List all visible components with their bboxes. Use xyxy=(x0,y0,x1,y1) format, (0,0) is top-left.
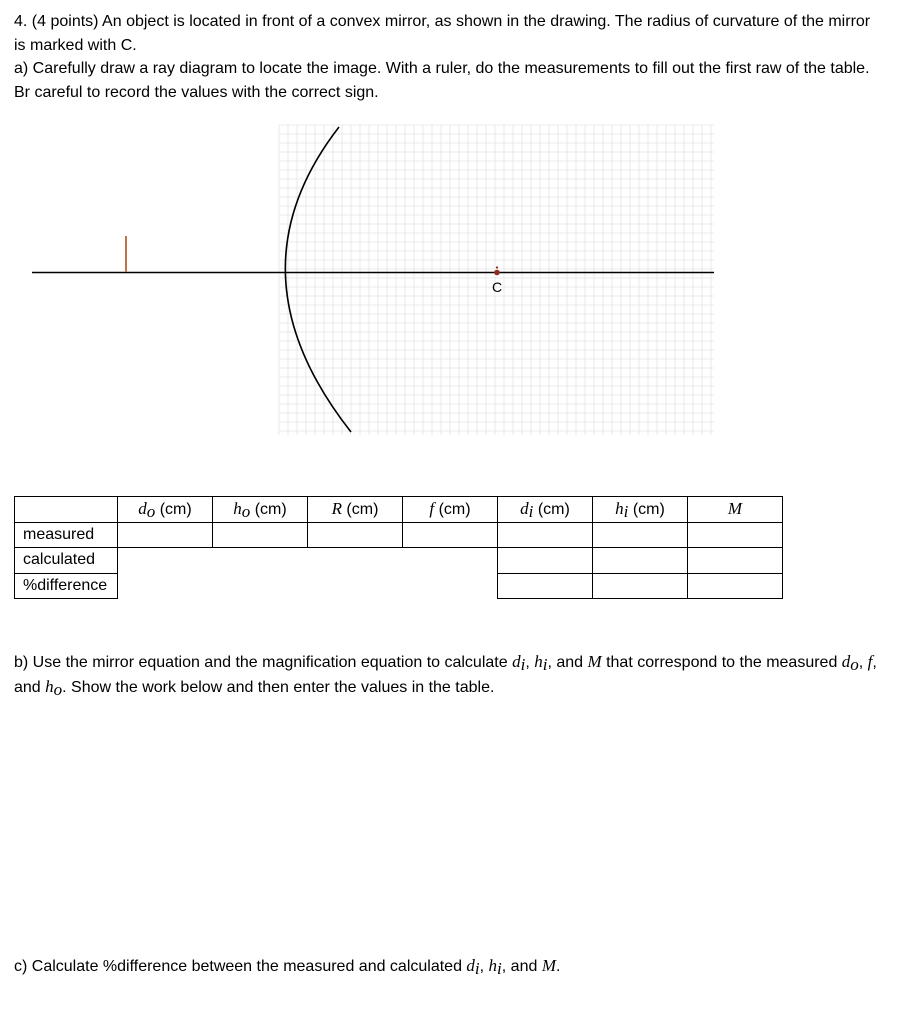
cell-measured-f[interactable] xyxy=(403,522,498,548)
cell-measured-hi[interactable] xyxy=(593,522,688,548)
mirror-diagram[interactable] xyxy=(0,115,898,445)
cell-measured-do[interactable] xyxy=(118,522,213,548)
table-header-row xyxy=(15,497,783,523)
center-tick-top xyxy=(496,266,498,268)
header-di: $d_i$ (cm) xyxy=(498,497,593,523)
part-a-instructions: a) Carefully draw a ray diagram to locate the image. With a ruler, do the measurements to fill out the first raw of the table. Br careful to record the values with the correct sign. xyxy=(14,60,870,101)
part-c-instructions: c) Calculate %difference between the measured and calculated $d_i$, $h_i$, and M. xyxy=(14,956,561,978)
row-label-measured: measured xyxy=(15,522,118,548)
row-label-calculated: calculated xyxy=(15,548,118,574)
cell-measured-di[interactable] xyxy=(498,522,593,548)
results-table xyxy=(14,496,783,599)
table-row xyxy=(15,573,783,599)
cell-calculated-m[interactable] xyxy=(688,548,783,574)
cell-difference-di[interactable] xyxy=(498,573,593,599)
question-intro: 4. (4 points) An object is located in front of a convex mirror, as shown in the drawing. The radius of curvature of the mirror is marked with C. xyxy=(14,13,871,54)
table-row xyxy=(15,548,783,574)
cell-measured-ho[interactable] xyxy=(213,522,308,548)
center-of-curvature-point xyxy=(494,270,500,276)
header-r: R (cm) xyxy=(308,497,403,523)
cell-calculated-hi[interactable] xyxy=(593,548,688,574)
header-do: $d_o$ (cm) xyxy=(118,497,213,523)
cell-measured-r[interactable] xyxy=(308,522,403,548)
center-of-curvature-label: C xyxy=(491,279,503,295)
table-row xyxy=(15,522,783,548)
header-f: f (cm) xyxy=(403,497,498,523)
cell-difference-hi[interactable] xyxy=(593,573,688,599)
cell-measured-m[interactable] xyxy=(688,522,783,548)
part-b-instructions: b) Use the mirror equation and the magnification equation to calculate $d_i$, $h_i$, and M that correspond to the measured $d_o$, f, and $h_o$. Show the work below and then enter the values in the table. xyxy=(14,652,877,699)
header-hi: $h_i$ (cm) xyxy=(593,497,688,523)
cell-calculated-di[interactable] xyxy=(498,548,593,574)
header-m: M xyxy=(688,497,783,523)
header-ho: $h_o$ (cm) xyxy=(213,497,308,523)
row-label-difference: %difference xyxy=(15,573,118,599)
table-corner-cell xyxy=(15,497,118,523)
cell-difference-m[interactable] xyxy=(688,573,783,599)
